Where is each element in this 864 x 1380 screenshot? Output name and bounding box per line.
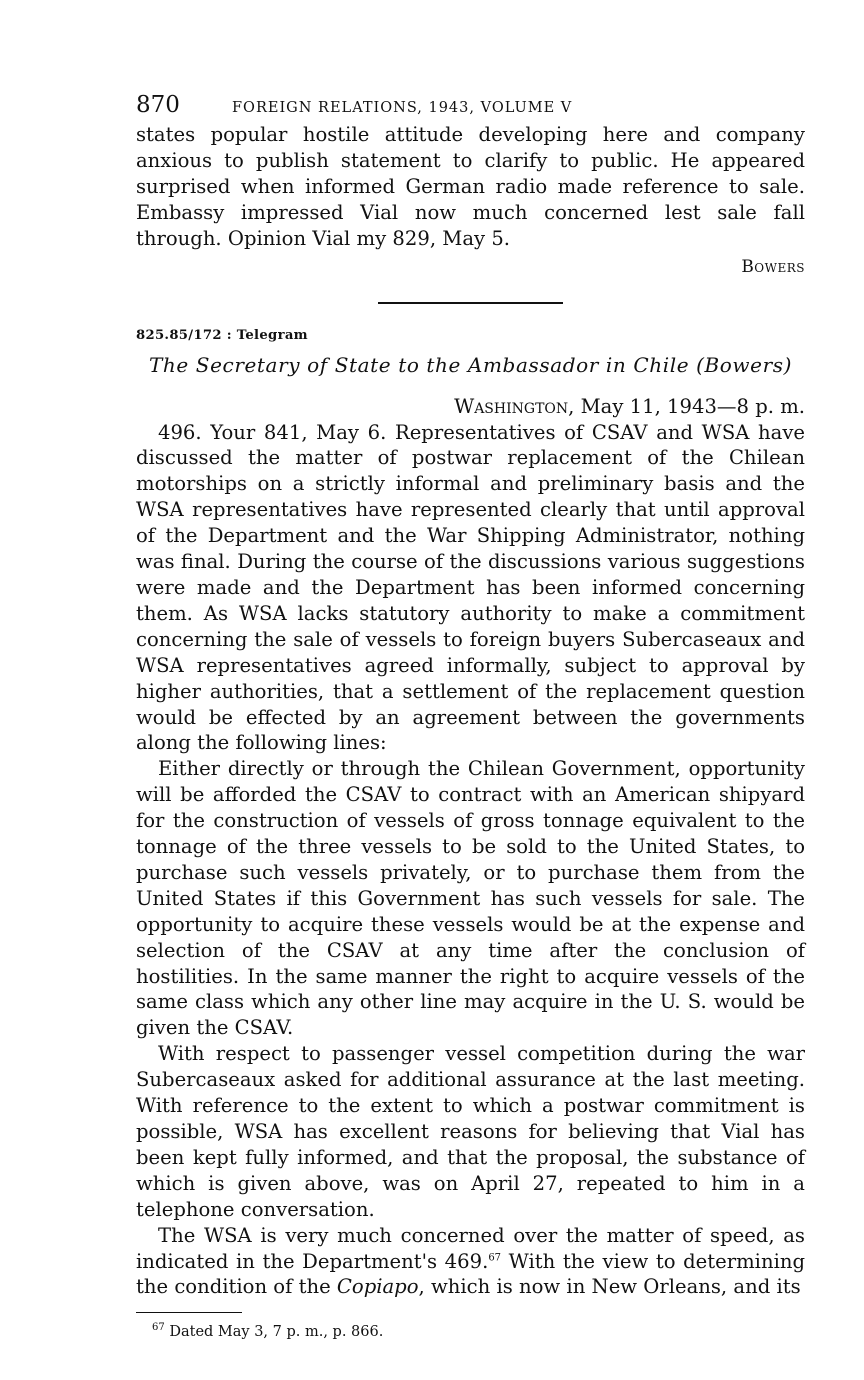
last-paragraph-part2: With the view to determining the condition of the (136, 1249, 805, 1299)
dateline-place: Washington, (454, 394, 575, 418)
footnote (136, 1322, 805, 1342)
last-paragraph-part1: The WSA is very much concerned over the matter of speed, as indicated in the Department's 469. (136, 1223, 805, 1273)
body-paragraph: 496. Your 841, May 6. Representatives of CSAV and WSA have discussed the matter of postwar replacement of the Chilean motorships on a strictly informal and preliminary basis and the WSA representatives have represented clearly that until approval of the Department and the War Shipping Administrator, nothing was final. During the course of the discussions various suggestions were made and the Department has been informed concerning them. As WSA lacks statutory authority to make a commitment concerning the sale of vessels to foreign buyers Subercaseaux and WSA representatives agreed informally, subject to approval by higher authorities, that a settlement of the replacement question would be effected by an agreement between the governments along the following lines: (136, 420, 805, 755)
document-page (136, 92, 805, 1342)
page-number: 870 (136, 92, 180, 118)
dateline-time: May 11, 1943—8 p. m. (580, 394, 805, 418)
last-paragraph-part3: , which is now in New Orleans, and its (418, 1275, 801, 1299)
footnote-divider (136, 1312, 242, 1313)
prior-document-signature: Bowers (741, 256, 805, 277)
document-title: The Secretary of State to the Ambassador in Chile (Bowers) (148, 352, 793, 377)
footnote-text: Dated May 3, 7 p. m., p. 866. (169, 1324, 384, 1341)
ship-name: Copiapo (336, 1275, 419, 1299)
running-header (136, 92, 805, 122)
body-paragraph-last (136, 1223, 805, 1301)
body-paragraph: Either directly or through the Chilean Government, opportunity will be afforded the CSAV to contract with an American shipyard for the construction of vessels of gross tonnage equivalent to the tonnage of the three vessels to be sold to the United States, to purchase such vessels privately, or to purchase them from the United States if this Government has such vessels for sale. The opportunity to acquire these vessels would be at the expense and selection of the CSAV at any time after the conclusion of hostilities. In the same manner the right to acquire vessels of the same class which any other line may acquire in the U. S. would be given the CSAV. (136, 757, 805, 1040)
running-title: FOREIGN RELATIONS, 1943, VOLUME V (232, 100, 573, 116)
section-divider (378, 302, 563, 304)
dateline (136, 394, 805, 420)
footnote-reference-mark[interactable]: 67 (488, 1252, 502, 1263)
footnote-mark: 67 (152, 1322, 165, 1334)
prior-document-text: states popular hostile attitude developing here and company anxious to publish statement to clarify to public. He appeared surprised when informed German radio made reference to sale. Embassy impressed Vial now much concerned lest sale fall through. Opinion Vial my 829, May 5. (136, 123, 805, 250)
file-reference: 825.85/172 : Telegram (136, 327, 308, 343)
body-paragraph: With respect to passenger vessel competition during the war Subercaseaux asked for additional assurance at the last meeting. With reference to the extent to which a postwar commitment is possible, WSA has excellent reasons for believing that Vial has been kept fully informed, and that the proposal, the substance of which is given above, was on April 27, repeated to him in a telephone conversation. (136, 1042, 805, 1221)
